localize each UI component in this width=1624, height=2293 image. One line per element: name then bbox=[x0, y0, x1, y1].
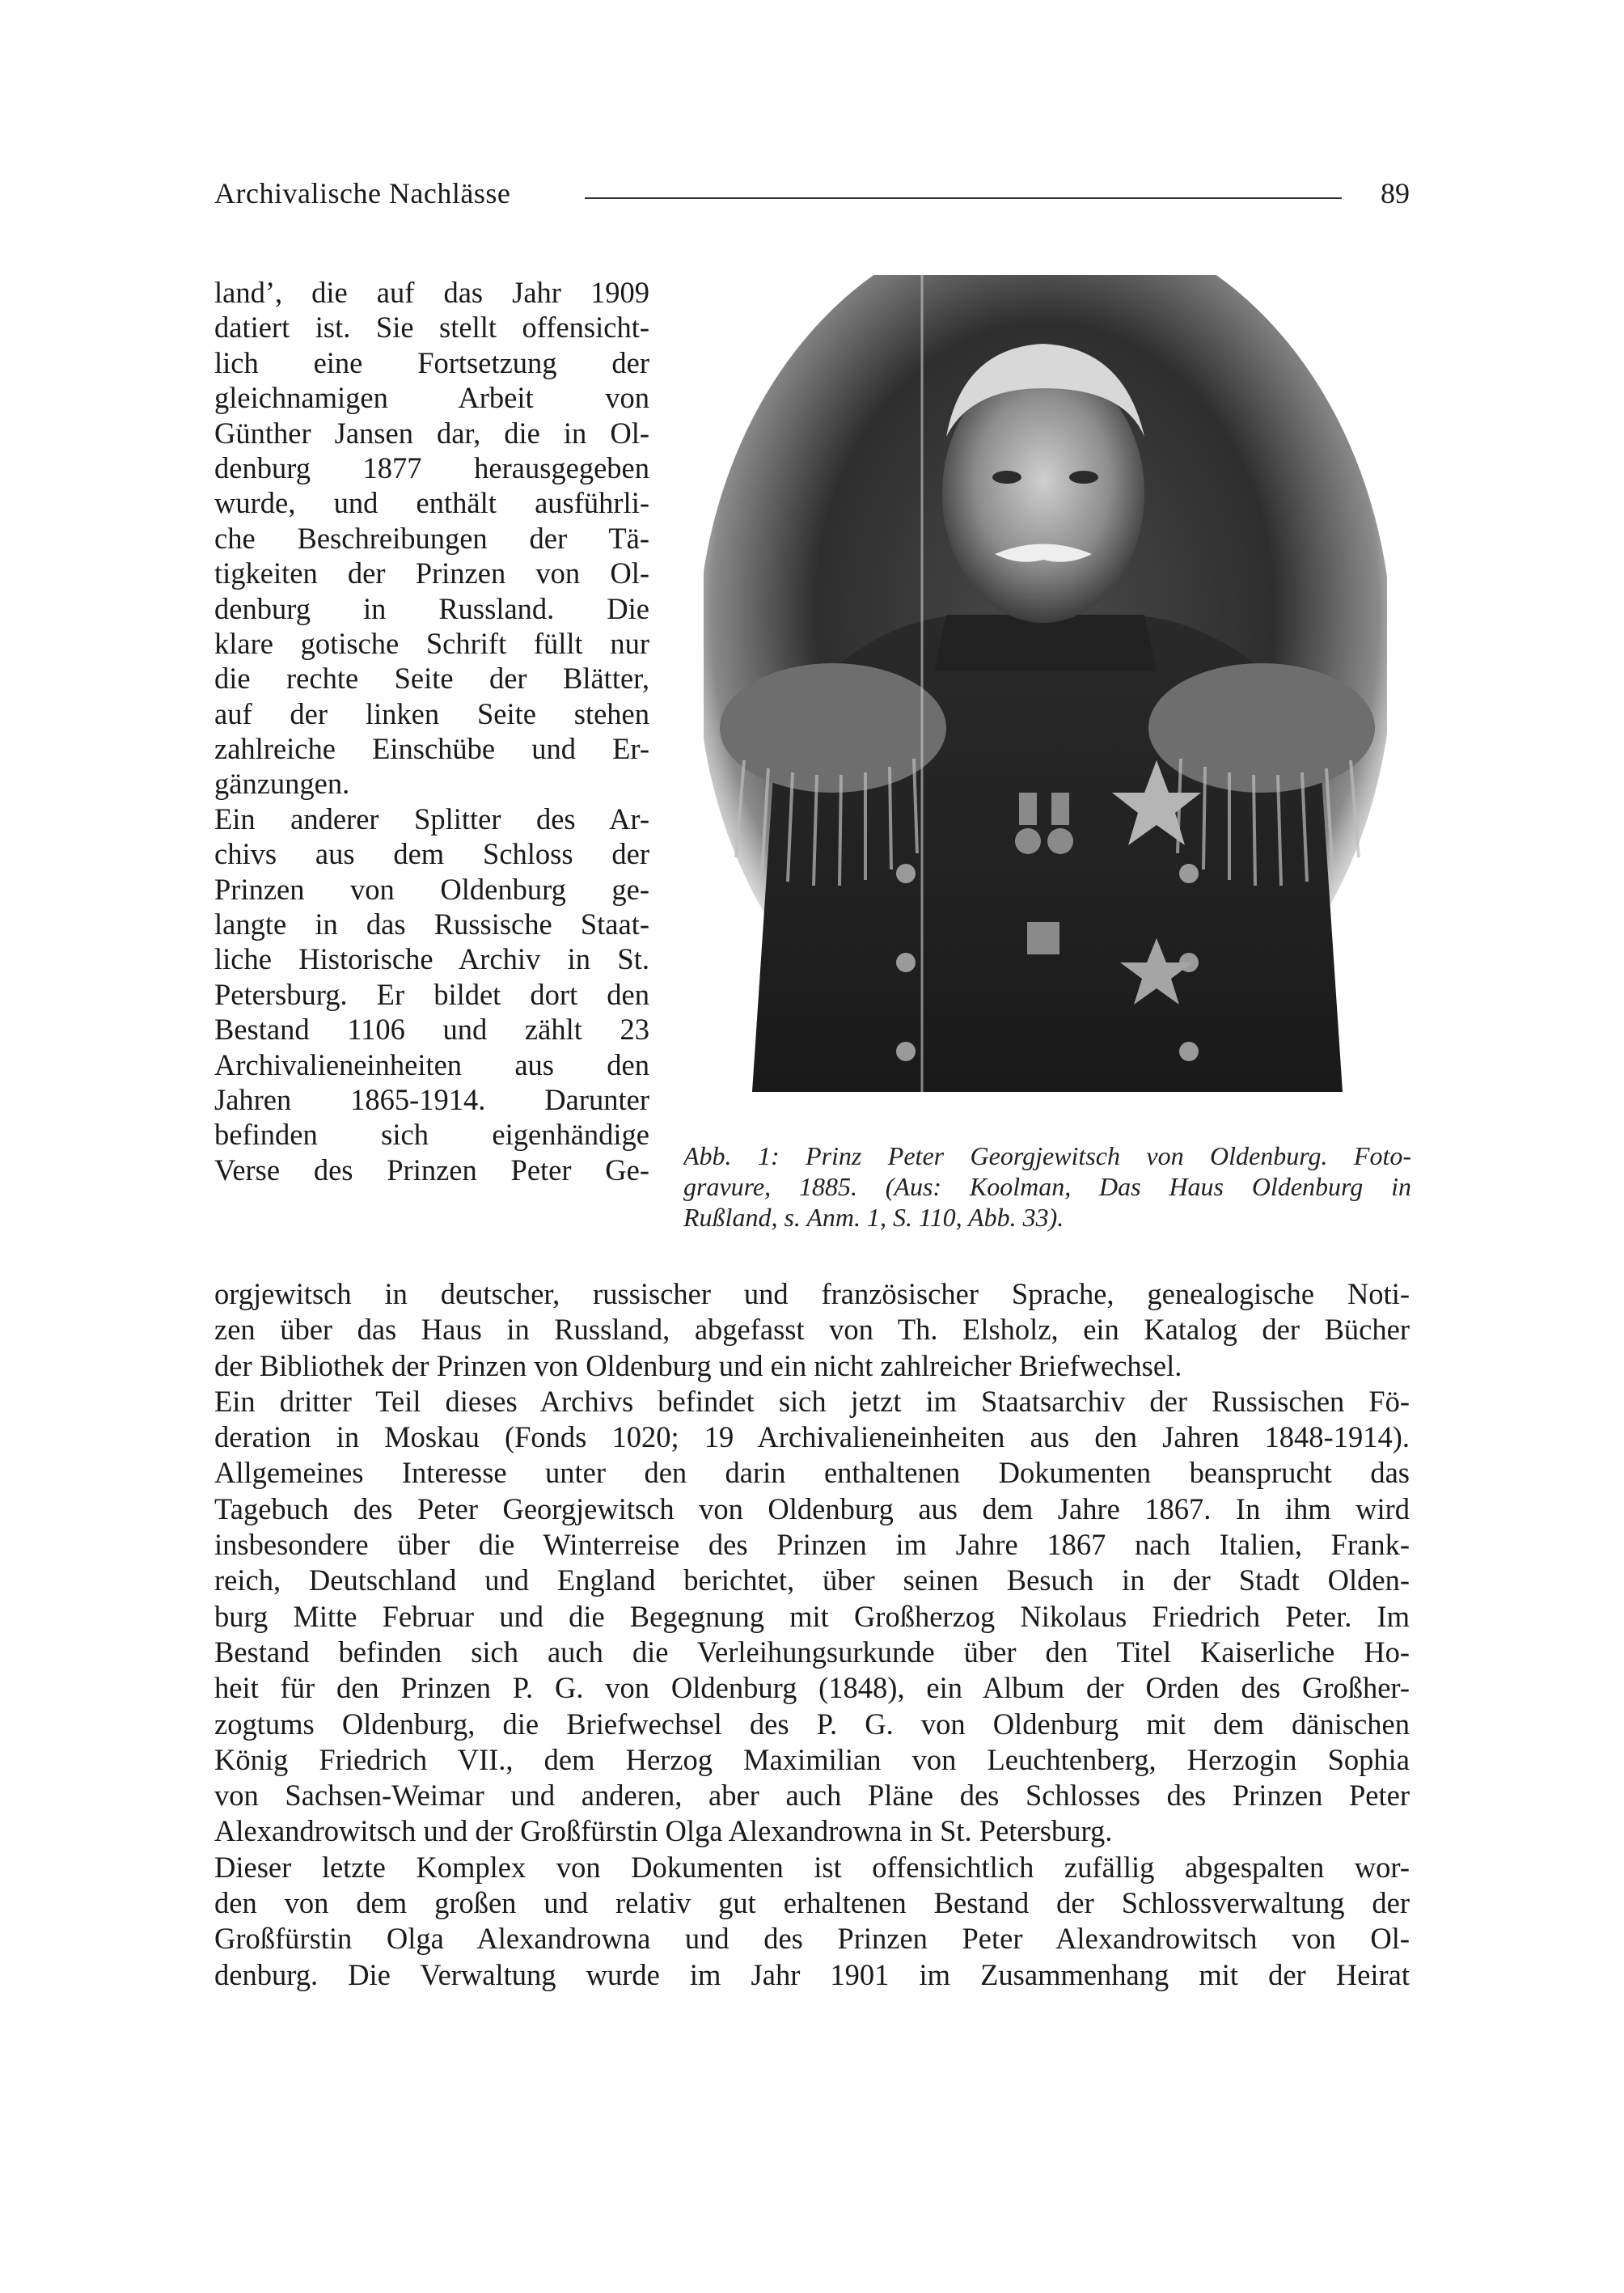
text-line: tigkeiten der Prinzen von Ol- bbox=[214, 556, 649, 590]
caption-line: gravure, 1885. (Aus: Koolman, Das Haus Oldenburg in bbox=[683, 1172, 1411, 1201]
text-line: langte in das Russische Staat- bbox=[214, 907, 649, 941]
text-line: wurde, und enthält ausführli- bbox=[214, 486, 649, 520]
text-line: datiert ist. Sie stellt offensicht- bbox=[214, 311, 649, 345]
text-line: der Bibliothek der Prinzen von Oldenburg und ein nicht zahlreicher Briefwechsel. bbox=[214, 1348, 1182, 1382]
full-width-text bbox=[214, 1276, 1410, 1993]
text-line: befinden sich eigenhändige bbox=[214, 1118, 649, 1152]
left-text-column bbox=[214, 275, 649, 1187]
figure-portrait bbox=[679, 275, 1411, 1100]
caption-line: Rußland, s. Anm. 1, S. 110, Abb. 33). bbox=[683, 1203, 1064, 1232]
text-line: Dieser letzte Komplex von Dokumenten ist offensichtlich zufällig abgespalten wor- bbox=[214, 1850, 1410, 1884]
text-line: reich, Deutschland und England berichtet, über seinen Besuch in der Stadt Olden- bbox=[214, 1563, 1410, 1597]
text-line: Tagebuch des Peter Georgjewitsch von Oldenburg aus dem Jahre 1867. In ihm wird bbox=[214, 1491, 1410, 1525]
text-line: Günther Jansen dar, die in Ol- bbox=[214, 416, 649, 450]
header-title: Archivalische Nachlässe bbox=[214, 177, 511, 209]
text-line: insbesondere über die Winterreise des Prinzen im Jahre 1867 nach Italien, Frank- bbox=[214, 1528, 1410, 1562]
text-line: den von dem großen und relativ gut erhaltenen Bestand der Schlossverwaltung der bbox=[214, 1886, 1410, 1920]
text-line: Petersburg. Er bildet dort den bbox=[214, 977, 649, 1011]
text-line: zen über das Haus in Russland, abgefasst von Th. Elsholz, ein Katalog der Bücher bbox=[214, 1313, 1410, 1347]
text-line: Ein dritter Teil dieses Archivs befindet sich jetzt im Staatsarchiv der Russischen Fö- bbox=[214, 1384, 1410, 1418]
text-line: die rechte Seite der Blätter, bbox=[214, 662, 649, 696]
text-line: Ein anderer Splitter des Ar- bbox=[214, 802, 649, 836]
text-line: burg Mitte Februar und die Begegnung mit Großherzog Nikolaus Friedrich Peter. Im bbox=[214, 1599, 1410, 1633]
caption-line: Abb. 1: Prinz Peter Georgjewitsch von Oldenburg. Foto- bbox=[683, 1141, 1411, 1170]
text-line: Alexandrowitsch und der Großfürstin Olga Alexandrowna in St. Petersburg. bbox=[214, 1814, 1113, 1848]
text-line: lich eine Fortsetzung der bbox=[214, 345, 649, 379]
text-line: che Beschreibungen der Tä- bbox=[214, 521, 649, 555]
text-line: gänzungen. bbox=[214, 767, 350, 801]
text-line: klare gotische Schrift füllt nur bbox=[214, 626, 649, 660]
text-line: Verse des Prinzen Peter Ge- bbox=[214, 1153, 649, 1187]
figure-caption bbox=[683, 1140, 1411, 1233]
text-line: zogtums Oldenburg, die Briefwechsel des P. G. von Oldenburg mit dem dänischen bbox=[214, 1707, 1410, 1741]
text-line: heit für den Prinzen P. G. von Oldenburg (1848), ein Album der Orden des Großher- bbox=[214, 1671, 1410, 1705]
text-line: deration in Moskau (Fonds 1020; 19 Archivalieneinheiten aus den Jahren 1848-1914). bbox=[214, 1420, 1410, 1454]
text-line: Archivalieneinheiten aus den bbox=[214, 1047, 649, 1081]
header-rule bbox=[585, 197, 1342, 199]
text-line: Bestand 1106 und zählt 23 bbox=[214, 1013, 649, 1047]
text-line: Allgemeines Interesse unter den darin enthaltenen Dokumenten beansprucht das bbox=[214, 1456, 1410, 1490]
running-header bbox=[214, 176, 1410, 218]
portrait-image bbox=[704, 275, 1387, 1092]
text-line: liche Historische Archiv in St. bbox=[214, 942, 649, 976]
text-line: denburg in Russland. Die bbox=[214, 591, 649, 625]
text-line: Jahren 1865-1914. Darunter bbox=[214, 1082, 649, 1116]
text-line: gleichnamigen Arbeit von bbox=[214, 381, 649, 415]
text-line: land’, die auf das Jahr 1909 bbox=[214, 276, 649, 309]
text-line: auf der linken Seite stehen bbox=[214, 696, 649, 730]
text-line: Großfürstin Olga Alexandrowna und des Prinzen Peter Alexandrowitsch von Ol- bbox=[214, 1922, 1410, 1956]
text-line: orgjewitsch in deutscher, russischer und französischer Sprache, genealogische Noti- bbox=[214, 1277, 1410, 1310]
text-line: chivs aus dem Schloss der bbox=[214, 837, 649, 871]
text-line: zahlreiche Einschübe und Er- bbox=[214, 732, 649, 766]
text-line: Bestand befinden sich auch die Verleihungsurkunde über den Titel Kaiserliche Ho- bbox=[214, 1635, 1410, 1669]
page-number: 89 bbox=[1381, 177, 1410, 209]
text-line: von Sachsen-Weimar und anderen, aber auch Pläne des Schlosses des Prinzen Peter bbox=[214, 1779, 1410, 1813]
text-line: denburg. Die Verwaltung wurde im Jahr 1901 im Zusammenhang mit der Heirat bbox=[214, 1957, 1410, 1991]
text-line: denburg 1877 herausgegeben bbox=[214, 451, 649, 484]
text-line: Prinzen von Oldenburg ge- bbox=[214, 872, 649, 906]
text-line: König Friedrich VII., dem Herzog Maximilian von Leuchtenberg, Herzogin Sophia bbox=[214, 1742, 1410, 1776]
